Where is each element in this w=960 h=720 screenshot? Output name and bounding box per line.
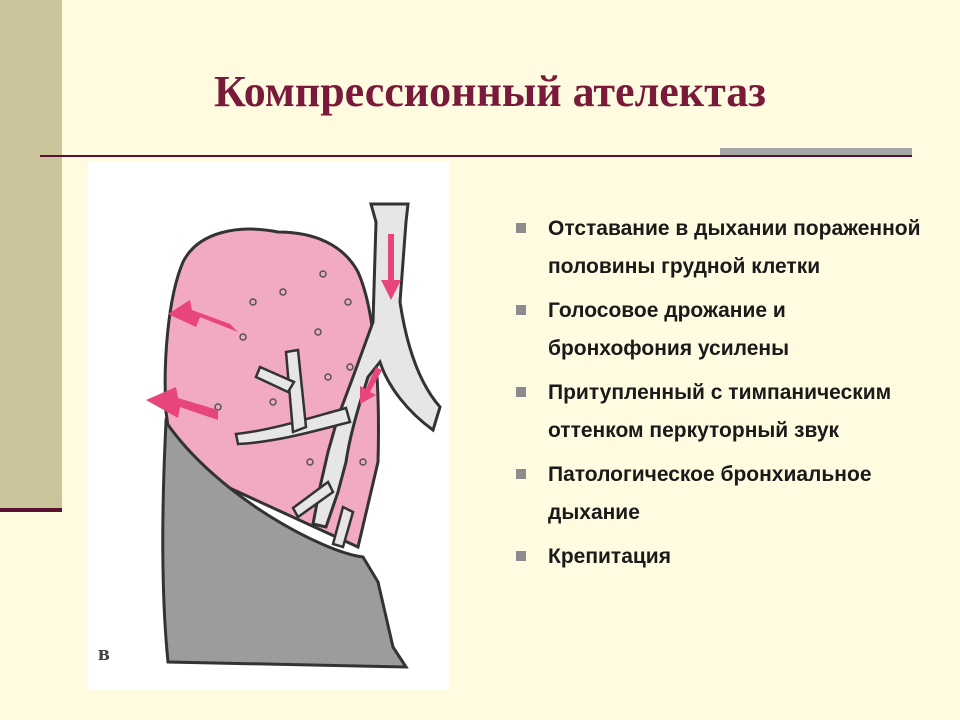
gray-square-icon bbox=[516, 387, 526, 397]
bullet-text: Притупленный с тимпаническим оттенком перкуторный звук bbox=[548, 381, 892, 442]
list-item bbox=[512, 374, 932, 450]
bullet-text: Патологическое бронхиальное дыхание bbox=[548, 463, 872, 524]
gray-square-icon bbox=[516, 469, 526, 479]
bullet-text: Крепитация bbox=[548, 545, 671, 568]
title-divider bbox=[40, 155, 912, 157]
list-item bbox=[512, 456, 932, 532]
gray-square-icon bbox=[516, 551, 526, 561]
findings-list bbox=[512, 210, 932, 582]
side-decor-edge bbox=[0, 508, 62, 512]
figure-label: в bbox=[98, 640, 110, 665]
bullet-text: Отставание в дыхании пораженной половины грудной клетки bbox=[548, 217, 921, 278]
list-item bbox=[512, 210, 932, 286]
slide-title: Компрессионный ателектаз bbox=[214, 67, 766, 116]
bullet-text: Голосовое дрожание и бронхофония усилены bbox=[548, 299, 790, 360]
list-item bbox=[512, 538, 932, 576]
gray-square-icon bbox=[516, 305, 526, 315]
gray-square-icon bbox=[516, 223, 526, 233]
compression-atelectasis-diagram bbox=[88, 162, 450, 690]
list-item bbox=[512, 292, 932, 368]
lung-illustration bbox=[88, 162, 450, 690]
side-decor-strip bbox=[0, 0, 62, 510]
title-divider-accent bbox=[720, 148, 912, 155]
